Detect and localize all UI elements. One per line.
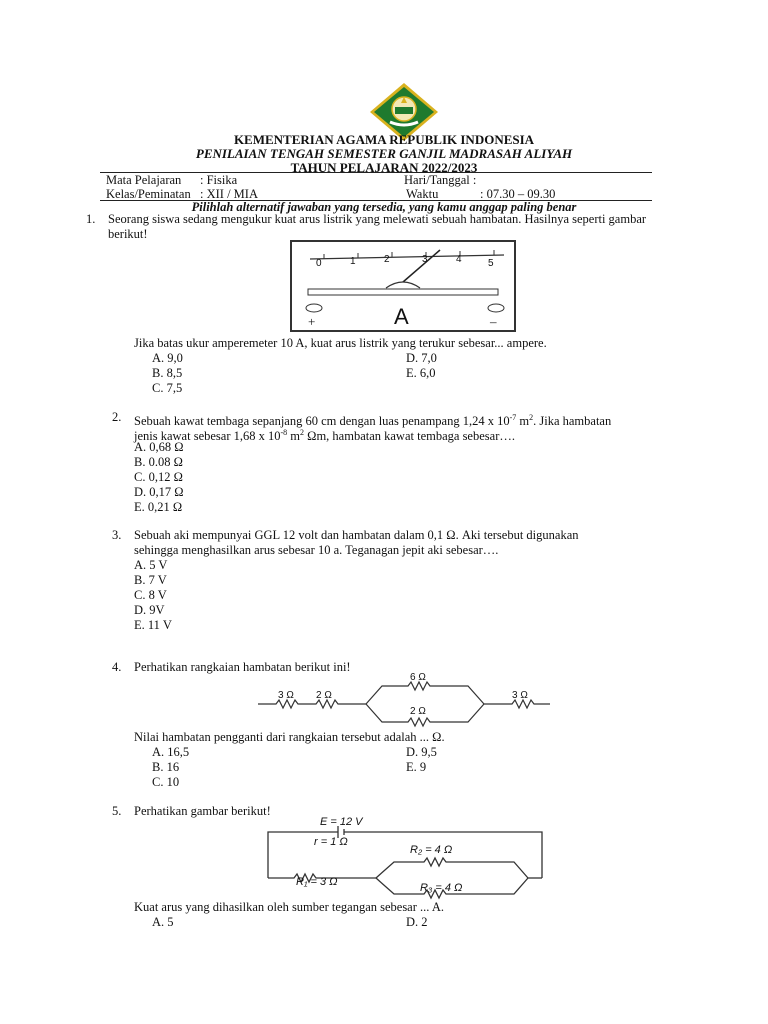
q4-option-e[interactable]: E. 9: [406, 760, 427, 774]
q3-number: 3.: [112, 528, 122, 542]
meter-tick-1: 1: [350, 256, 356, 267]
q3-line2: sehingga menghasilkan arus sebesar 10 a. Teganagan jepit aki sebesar….: [134, 543, 499, 557]
q1-option-d[interactable]: D. 7,0: [406, 351, 437, 365]
q1-text: Seorang siswa sedang mengukur kuat arus listrik yang melewati sebuah hambatan. Hasilnya seperti gambar berikut!: [108, 212, 647, 241]
q1-followup: Jika batas ukur amperemeter 10 A, kuat arus listrik yang terukur sebesar... ampere.: [134, 336, 547, 350]
q2-line2: jenis kawat sebesar 1,68 x $10^{-8}$ $m^2$ Ωm, hambatan kawat tembaga sebesar….: [134, 428, 515, 444]
q1-option-a[interactable]: A. 9,0: [152, 351, 183, 365]
q5-number: 5.: [112, 804, 122, 818]
q2-line1: Sebuah kawat tembaga sepanjang 60 cm dengan luas penampang 1,24 x $10^{-7}$ $m^2$. Jika hambatan: [134, 413, 612, 429]
ammeter-figure: [290, 240, 516, 332]
meter-tick-5: 5: [488, 258, 494, 269]
q2-option-b[interactable]: B. 0.08 Ω: [134, 455, 183, 469]
q2-number: 2.: [112, 410, 122, 424]
meter-tick-4: 4: [456, 254, 462, 265]
q4-r2-label: 2 Ω: [316, 690, 332, 701]
exam-info-table: [100, 172, 652, 201]
q5-text: Perhatikan gambar berikut!: [134, 804, 271, 818]
q3-option-c[interactable]: C. 8 V: [134, 588, 167, 602]
q5-r3-label: R₃ = 4 Ω: [420, 882, 463, 894]
q5-followup: Kuat arus yang dihasilkan oleh sumber tegangan sebesar ... A.: [134, 900, 444, 914]
instruction-text: Pilihlah alternatif jawaban yang tersedia, yang kamu anggap paling benar: [191, 200, 577, 214]
q5-option-d[interactable]: D. 2: [406, 915, 428, 929]
meter-minus: –: [490, 314, 497, 329]
q4-r3-label: 6 Ω: [410, 672, 426, 683]
q1-option-e[interactable]: E. 6,0: [406, 366, 436, 380]
q3-option-d[interactable]: D. 9V: [134, 603, 165, 617]
meter-tick-0: 0: [316, 258, 322, 269]
q3-option-a[interactable]: A. 5 V: [134, 558, 168, 572]
class-value: : XII / MIA: [200, 187, 258, 201]
subject-label: Mata Pelajaran: [106, 173, 182, 187]
q5-emf-label: E = 12 V: [320, 816, 363, 828]
q3-option-b[interactable]: B. 7 V: [134, 573, 167, 587]
q2-option-a[interactable]: A. 0,68 Ω: [134, 440, 184, 454]
q1-option-b[interactable]: B. 8,5: [152, 366, 183, 380]
q3-option-e[interactable]: E. 11 V: [134, 618, 172, 632]
q4-number: 4.: [112, 660, 122, 674]
header-exam-title: PENILAIAN TENGAH SEMESTER GANJIL MADRASAH ALIYAH: [195, 146, 573, 161]
q2-option-e[interactable]: E. 0,21 Ω: [134, 500, 183, 514]
q5-internal-resistance-label: r = 1 Ω: [314, 836, 348, 848]
q5-option-a[interactable]: A. 5: [152, 915, 174, 929]
q3-line1: Sebuah aki mempunyai GGL 12 volt dan hambatan dalam 0,1 Ω. Aki tersebut digunakan: [134, 528, 579, 542]
q5-circuit: [264, 818, 546, 900]
class-label: Kelas/Peminatan: [106, 187, 191, 201]
q4-r5-label: 3 Ω: [512, 690, 528, 701]
q4-r1-label: 3 Ω: [278, 690, 294, 701]
q1-option-c[interactable]: C. 7,5: [152, 381, 183, 395]
q2-option-c[interactable]: C. 0,12 Ω: [134, 470, 183, 484]
q4-resistor-circuit: [258, 672, 550, 730]
q4-r4-label: 2 Ω: [410, 706, 426, 717]
header-ministry: KEMENTERIAN AGAMA REPUBLIK INDONESIA: [233, 132, 535, 147]
q2-option-d[interactable]: D. 0,17 Ω: [134, 485, 184, 499]
q1-number: 1.: [86, 212, 96, 226]
time-label: Waktu: [406, 187, 439, 201]
q5-r1-label: R₁ = 3 Ω: [296, 876, 338, 888]
time-value: : 07.30 – 09.30: [480, 187, 556, 201]
meter-tick-2: 2: [384, 254, 390, 265]
subject-value: : Fisika: [200, 173, 238, 187]
q4-text: Perhatikan rangkaian hambatan berikut ini!: [134, 660, 351, 674]
q4-option-d[interactable]: D. 9,5: [406, 745, 437, 759]
meter-tick-3: 3: [422, 254, 428, 265]
q4-option-b[interactable]: B. 16: [152, 760, 180, 774]
meter-letter: A: [394, 304, 409, 329]
q5-r2-label: R₂ = 4 Ω: [410, 844, 453, 856]
date-label: Hari/Tanggal :: [404, 173, 477, 187]
q4-option-a[interactable]: A. 16,5: [152, 745, 190, 759]
header-year: TAHUN PELAJARAN 2022/2023: [290, 160, 478, 175]
meter-plus: +: [308, 314, 316, 329]
q4-option-c[interactable]: C. 10: [152, 775, 180, 789]
q4-followup: Nilai hambatan pengganti dari rangkaian tersebut adalah ... Ω.: [134, 730, 445, 744]
